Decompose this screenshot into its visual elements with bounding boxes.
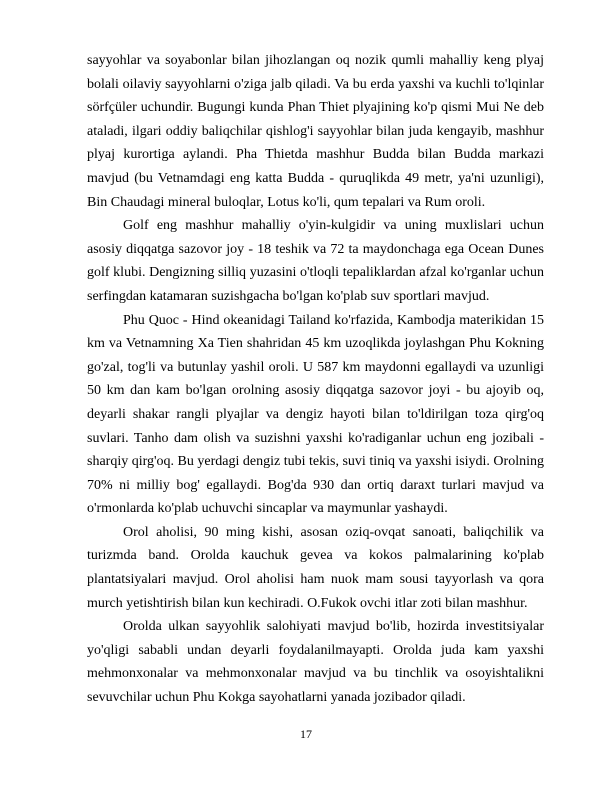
paragraph-2: Golf eng mashhur mahalliy o'yin-kulgidir va uning muxlislari uchun asosiy diqqatga sazovor joy - 18 teshik va 72 ta maydonchaga ega Ocean Dunes golf klubi. Dengizning silliq yuzasini o'tloqli tepaliklardan afzal ko'rganlar uchun serfingdan katamaran suzishgacha bo'lgan ko'plab suv sportlari mavjud. (87, 218, 544, 304)
paragraph-3: Phu Quoc - Hind okeanidagi Tailand ko'rfazida, Kambodja materikidan 15 km va Vetnamning Xa Tien shahridan 45 km uzoqlikda joylashgan Phu Kokning go'zal, tog'li va butunlay yashil oroli. U 587 km maydonni egallaydi va uzunligi 50 km dan kam bo'lgan orolning asosiy diqqatga sazovor joyi - bu ajoyib oq, deyarli shakar rangli plyajlar va dengiz hayoti bilan to'ldirilgan toza qirg'oq suvlari. Tanho dam olish va suzishni yaxshi ko'radiganlar uchun eng jozibali - sharqiy qirg'oq. Bu yerdagi dengiz tubi tekis, suvi tiniq va yaxshi isiydi. Orolning 70% ni milliy bog' egallaydi. Bog'da 930 dan ortiq daraxt turlari mavjud va o'rmonlarda ko'plab uchuvchi sincaplar va maymunlar yashaydi. (87, 312, 544, 517)
paragraph-1: sayyohlar va soyabonlar bilan jihozlangan oq nozik qumli mahalliy keng plyaj bolali oilaviy sayyohlarni o'ziga jalb qiladi. Va bu erda yaxshi va kuchli to'lqinlar sörfçüler uchundir. Bugungi kunda Phan Thiet plyajining ko'p qismi Mui Ne deb ataladi, ilgari oddiy baliqchilar qishlog'i sayyohlar bilan juda kengayib, mashhur plyaj kurortiga aylandi. Pha Thietda mashhur Budda bilan Budda markazi mavjud (bu Vetnamdagi eng katta Budda - quruqlikda 49 metr, ya'ni uzunligi), Bin Chaudagi mineral buloqlar, Lotus ko'li, qum tepalari va Rum oroli. (87, 53, 544, 210)
paragraph-5: Orolda ulkan sayyohlik salohiyati mavjud bo'lib, hozirda investitsiyalar yo'qligi sababli undan deyarli foydalanilmayapti. Orolda juda kam yaxshi mehmonxonalar va mehmonxonalar mavjud va bu tinchlik va osoyishtalikni sevuvchilar uchun Phu Kokga sayohatlarni yanada jozibador qiladi. (87, 619, 544, 706)
paragraph-4: Orol aholisi, 90 ming kishi, asosan oziq-ovqat sanoati, baliqchilik va turizmda band. Orolda kauchuk gevea va kokos palmalarining ko'plab plantatsiyalari mavjud. Orol aholisi ham nuok mam sousi tayyorlash va qora murch yetishtirish bilan kun kechiradi. O.Fukok ovchi itlar zoti bilan mashhur. (87, 524, 544, 611)
page-number: 17 (300, 727, 312, 741)
page-body (87, 49, 544, 710)
